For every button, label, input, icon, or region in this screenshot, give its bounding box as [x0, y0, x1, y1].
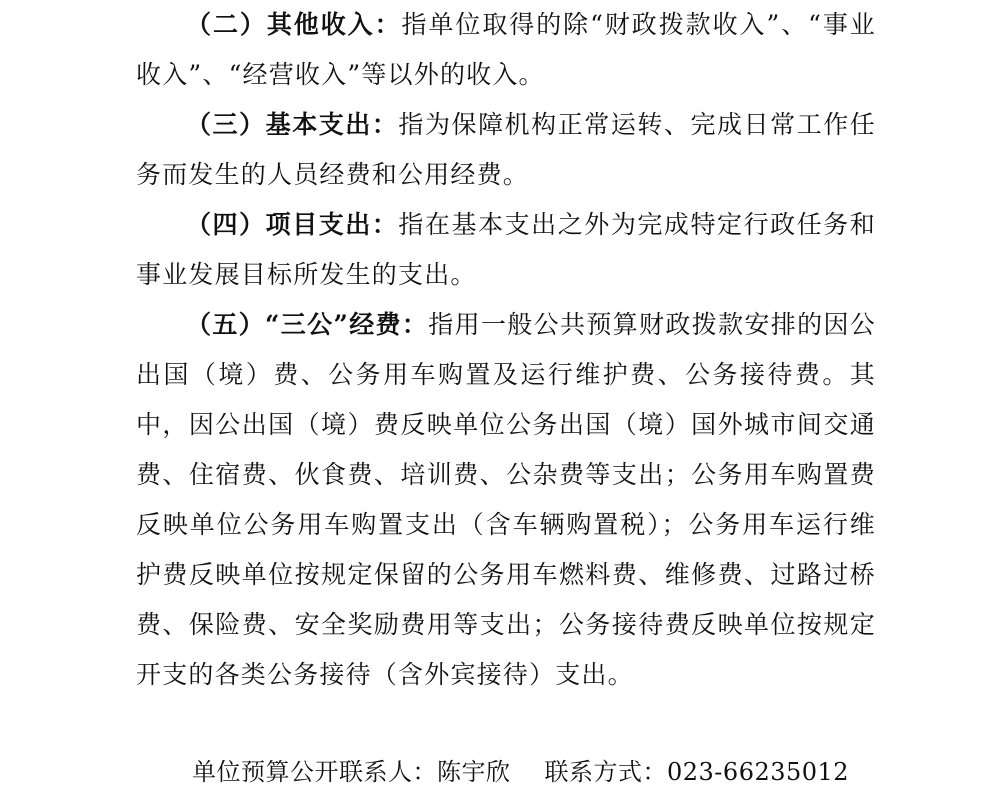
definition-project-expenditure: 指在基本支出之外为完成特定行政任务和事业发展目标所发生的支出。: [136, 210, 876, 289]
term-colon: ：: [371, 210, 399, 239]
definition-basic-expenditure: 指为保障机构正常运转、完成日常工作任务而发生的人员经费和公用经费。: [136, 110, 876, 189]
term-colon: ：: [371, 110, 399, 139]
term-colon: ：: [401, 310, 429, 339]
definitions-section: [136, 0, 876, 700]
paragraph-project-expenditure: [136, 200, 876, 300]
definition-other-income: 指单位取得的除“财政拨款收入”、“事业收入”、“经营收入”等以外的收入。: [136, 10, 877, 89]
paragraph-basic-expenditure: [136, 100, 876, 200]
paragraph-three-public-expenses: [136, 300, 876, 700]
term-basic-expenditure: （三）基本支出: [186, 110, 372, 139]
contact-person-name: 陈宇欣: [437, 758, 511, 786]
term-colon: ：: [374, 10, 402, 39]
paragraph-other-income: [136, 0, 876, 100]
contact-phone: 023-66235012: [667, 758, 850, 786]
contact-method-label: 联系方式：: [544, 758, 667, 786]
term-three-public-expenses: （五）“三公”经费: [186, 310, 402, 339]
term-project-expenditure: （四）项目支出: [186, 210, 372, 239]
definition-three-public-expenses: 指用一般公共预算财政拨款安排的因公出国（境）费、公务用车购置及运行维护费、公务接待费。其中，因公出国（境）费反映单位公务出国（境）国外城市间交通费、住宿费、伙食费、培训费、公杂费等支出；公务用车购置费反映单位公务用车购置支出（含车辆购置税）；公务用车运行维护费反映单位按规定保留的公务用车燃料费、维修费、过路过桥费、保险费、安全奖励费用等支出；公务接待费反映单位按规定开支的各类公务接待（含外宾接待）支出。: [136, 310, 877, 689]
contact-line: [192, 752, 849, 792]
contact-person-label: 单位预算公开联系人：: [192, 758, 437, 786]
term-other-income: （二）其他收入: [186, 10, 375, 39]
